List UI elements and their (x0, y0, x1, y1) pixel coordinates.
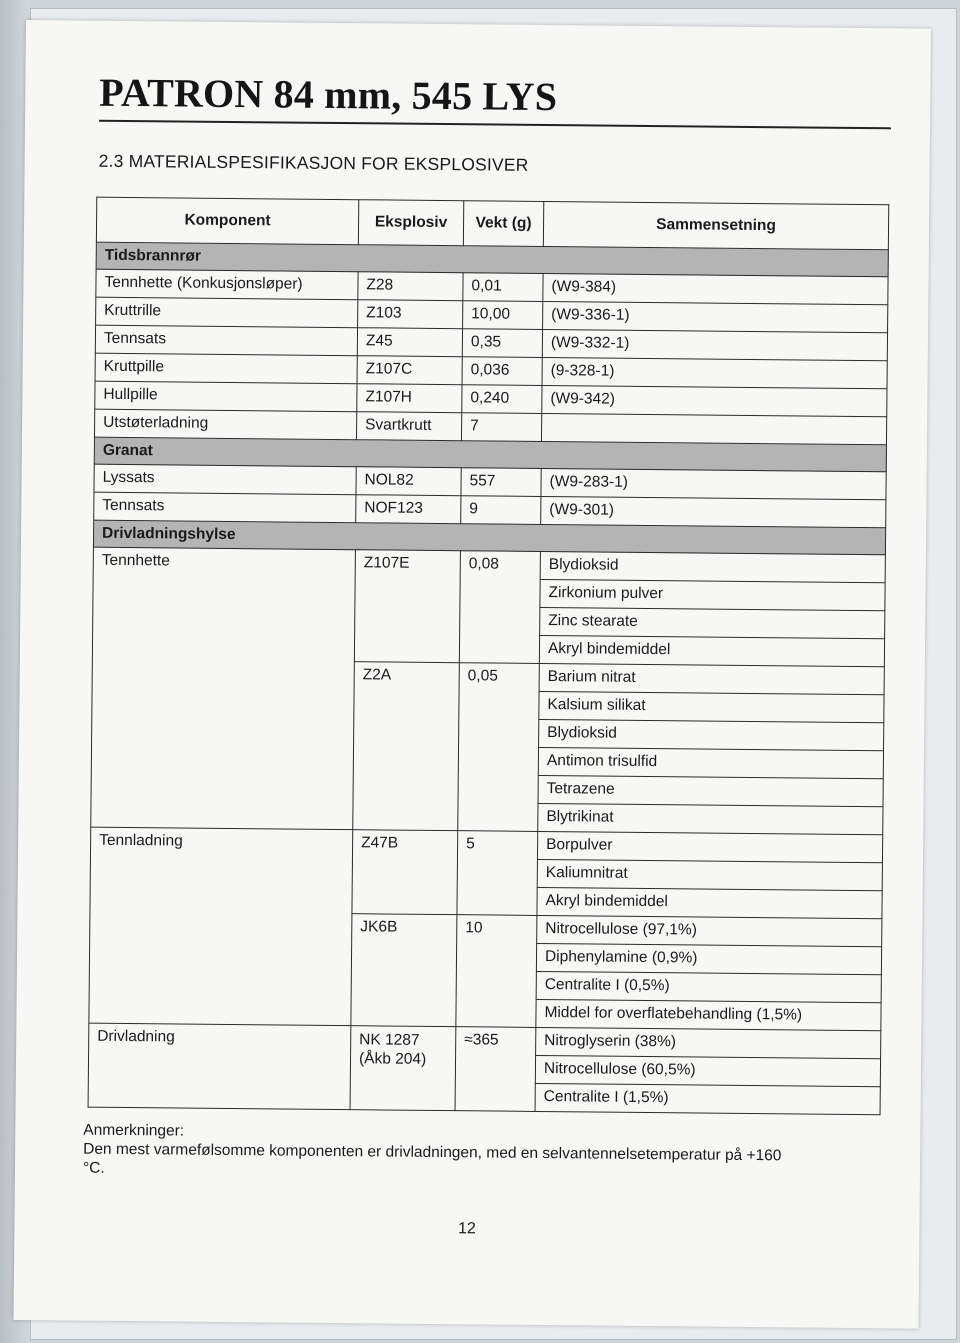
eksplosiv-cell: Z103 (358, 300, 463, 329)
ingredient-cell: Akryl bindemiddel (539, 635, 884, 666)
remarks-label: Anmerkninger: (83, 1121, 185, 1140)
komponent-cell: Utstøterladning (94, 409, 356, 440)
header-sammensetning: Sammensetning (543, 201, 888, 249)
header-komponent: Komponent (96, 197, 358, 245)
sammensetning-cell: (W9-301) (541, 496, 886, 527)
vekt-cell: 5 (457, 831, 538, 916)
vekt-cell: 0,08 (459, 551, 540, 664)
komponent-cell: Tennhette (Konkusjonsløper) (96, 269, 358, 300)
group-label: Granat (94, 437, 886, 472)
vekt-cell: 0,01 (463, 273, 543, 302)
sammensetning-cell: (W9-332-1) (542, 329, 887, 360)
eksplosiv-cell: JK6B (351, 914, 457, 1027)
explosives-spec-table (88, 197, 890, 1116)
ingredient-cell: Borpulver (537, 831, 882, 862)
komponent-cell: Drivladning (88, 1023, 351, 1110)
komponent-cell: Tennhette (91, 547, 356, 830)
eksplosiv-cell: Svartkrutt (356, 412, 461, 441)
sammensetning-cell: (W9-336-1) (543, 301, 888, 332)
ingredient-cell: Diphenylamine (0,9%) (536, 943, 881, 974)
komponent-cell: Tennladning (89, 827, 353, 1026)
eksplosiv-line: NK 1287 (359, 1031, 420, 1049)
eksplosiv-cell: Z107H (357, 384, 462, 413)
ingredient-cell: Zirkonium pulver (540, 579, 885, 610)
eksplosiv-cell: Z107C (357, 356, 462, 385)
ingredient-cell: Blydioksid (540, 551, 885, 582)
document-page (14, 20, 931, 1329)
ingredient-cell: Tetrazene (538, 775, 883, 806)
sammensetning-cell: (W9-384) (543, 273, 888, 304)
ingredient-cell: Centralite I (0,5%) (536, 971, 881, 1002)
sammensetning-cell: (W9-342) (542, 385, 887, 416)
sammensetning-cell: (W9-283-1) (541, 468, 886, 499)
komponent-cell: Hullpille (95, 381, 357, 412)
eksplosiv-cell: NOL82 (356, 467, 461, 496)
vekt-cell: 10 (456, 915, 537, 1028)
ingredient-cell: Kaliumnitrat (537, 859, 882, 890)
ingredient-cell: Akryl bindemiddel (537, 887, 882, 918)
vekt-cell: 557 (461, 468, 541, 497)
ingredient-cell: Antimon trisulfid (538, 747, 883, 778)
ingredient-cell: Nitrocellulose (60,5%) (535, 1055, 880, 1086)
sammensetning-cell: (9-328-1) (542, 357, 887, 388)
vekt-cell: 0,05 (458, 663, 540, 832)
vekt-cell: 9 (461, 496, 541, 525)
ingredient-cell: Blytrikinat (538, 803, 883, 834)
eksplosiv-cell: NOF123 (356, 495, 461, 524)
eksplosiv-cell: Z47B (352, 830, 458, 915)
eksplosiv-cell (350, 1026, 456, 1111)
eksplosiv-cell: Z45 (357, 328, 462, 357)
vekt-cell: 10,00 (463, 301, 543, 330)
vekt-cell: 0,036 (462, 357, 542, 386)
vekt-cell: 0,35 (462, 329, 542, 358)
header-eksplosiv: Eksplosiv (358, 200, 463, 246)
komponent-cell: Kruttpille (95, 353, 357, 384)
eksplosiv-line: (Åkb 204) (358, 1050, 427, 1068)
page-number: 12 (457, 1220, 476, 1238)
eksplosiv-cell: Z2A (353, 662, 460, 831)
remarks-block (83, 1121, 804, 1185)
vekt-cell: 0,240 (462, 385, 542, 414)
eksplosiv-cell: Z107E (354, 550, 460, 663)
komponent-cell: Tennsats (94, 492, 356, 523)
vekt-cell: ≈365 (455, 1027, 536, 1112)
ingredient-cell: Blydioksid (539, 719, 884, 750)
table-header-row (96, 197, 888, 250)
document-title: PATRON 84 mm, 545 LYS (99, 69, 558, 120)
header-vekt: Vekt (g) (463, 201, 543, 247)
komponent-cell: Kruttrille (96, 297, 358, 328)
remarks-text: Den mest varmefølsomme komponenten er drivladningen, med en selvantennelsetemperatur på +160 °C. (82, 1140, 782, 1177)
vekt-cell: 7 (461, 413, 541, 442)
ingredient-cell: Middel for overflatebehandling (1,5%) (536, 999, 881, 1030)
komponent-cell: Lyssats (94, 464, 356, 495)
ingredient-cell: Nitrocellulose (97,1%) (537, 915, 882, 946)
eksplosiv-cell: Z28 (358, 272, 463, 301)
section-heading: 2.3 MATERIALSPESIFIKASJON FOR EKSPLOSIVER (98, 150, 529, 175)
sammensetning-cell (541, 413, 886, 444)
ingredient-cell: Centralite I (1,5%) (535, 1083, 880, 1114)
group-label: Tidsbrannrør (96, 242, 888, 277)
group-label: Drivladningshylse (93, 520, 885, 555)
ingredient-cell: Barium nitrat (539, 663, 884, 694)
komponent-cell: Tennsats (95, 325, 357, 356)
title-rule (99, 120, 891, 130)
ingredient-cell: Kalsium silikat (539, 691, 884, 722)
ingredient-cell: Zinc stearate (540, 607, 885, 638)
ingredient-cell: Nitroglyserin (38%) (536, 1027, 881, 1058)
